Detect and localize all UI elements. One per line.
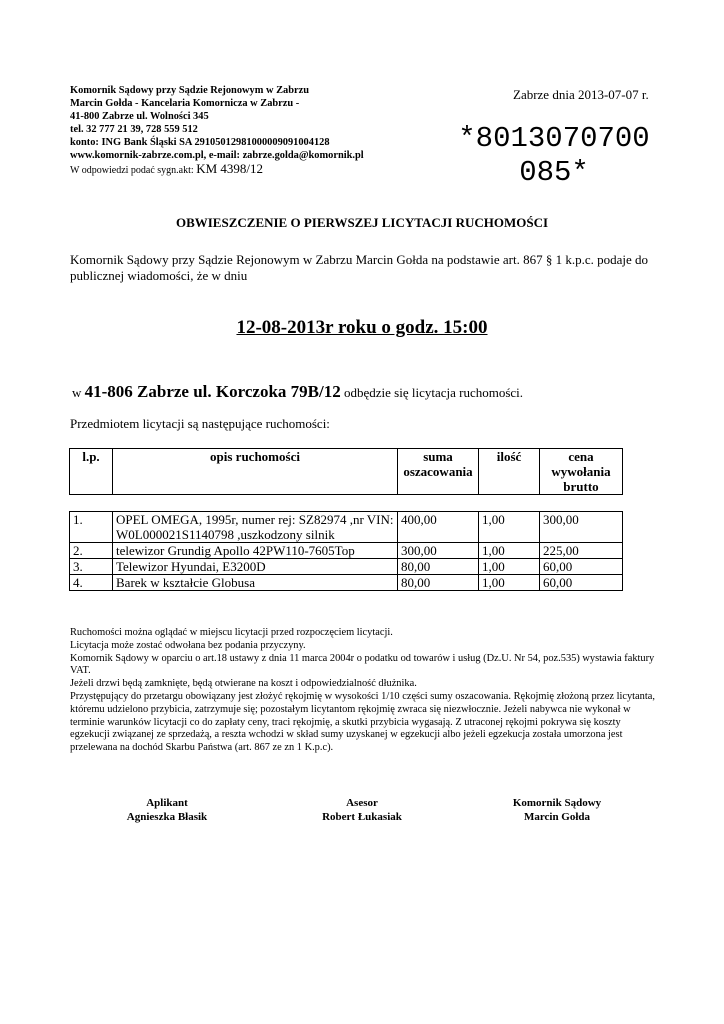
- document-title: OBWIESZCZENIE O PIERWSZEJ LICYTACJI RUCHOMOŚCI: [175, 215, 549, 230]
- signature-name: Agnieszka Błasik: [126, 811, 208, 823]
- cell-price: 225,00: [540, 543, 623, 559]
- intro-paragraph: Komornik Sądowy przy Sądzie Rejonowym w Zabrzu Marcin Gołda na podstawie art. 867 § 1 k.p.c. podaje do publicznej wiadomości, że w dniu: [70, 252, 649, 283]
- document-date: Zabrze dnia 2013-07-07 r.: [513, 87, 649, 102]
- auction-datetime: [0, 317, 724, 339]
- signature-block: [457, 796, 657, 824]
- signature-role: Asesor: [346, 797, 378, 809]
- cell-description: Telewizor Hyundai, E3200D: [113, 559, 398, 575]
- note-line: Komornik Sądowy w oparciu o art.18 ustawy z dnia 11 marca 2004r o podatku od towarów i usług (Dz.U. Nr 54, poz.535) wystawia faktury VAT.: [70, 652, 655, 677]
- cell-value: 300,00: [398, 543, 479, 559]
- header-description: opis ruchomości: [113, 449, 398, 495]
- cell-lp: 1.: [70, 512, 113, 543]
- items-table-header: [69, 448, 623, 495]
- letterhead: [70, 84, 364, 177]
- auction-datetime-text: 12-08-2013r roku o godz. 15:00: [236, 317, 488, 338]
- cell-price: 60,00: [540, 575, 623, 591]
- case-reference-label: W odpowiedzi podać sygn.akt:: [70, 165, 197, 176]
- place-suffix: odbędzie się licytacja ruchomości.: [340, 385, 524, 400]
- letterhead-line: konto: ING Bank Śląski SA 29105012981000009091004128: [70, 137, 330, 148]
- cell-description: OPEL OMEGA, 1995r, numer rej: SZ82974 ,nr VIN: W0L000021S1140798 ,uszkodzony silnik: [113, 512, 398, 543]
- header-lp: l.p.: [70, 449, 113, 495]
- barcode-line: 085*: [519, 156, 589, 189]
- cell-quantity: 1,00: [479, 512, 540, 543]
- table-row: [70, 559, 623, 575]
- case-reference: [70, 162, 364, 177]
- letterhead-line: 41-800 Zabrze ul. Wolności 345: [70, 111, 209, 122]
- signature-role: Aplikant: [146, 797, 188, 809]
- items-table: [69, 511, 623, 591]
- cell-description: Barek w kształcie Globusa: [113, 575, 398, 591]
- barcode-line: *8013070700: [458, 122, 650, 155]
- note-line: Ruchomości można oglądać w miejscu licytacji przed rozpoczęciem licytacji.: [70, 627, 393, 638]
- cell-value: 400,00: [398, 512, 479, 543]
- signature-name: Robert Łukasiak: [322, 811, 402, 823]
- cell-value: 80,00: [398, 559, 479, 575]
- table-row: [70, 543, 623, 559]
- cell-lp: 3.: [70, 559, 113, 575]
- barcode-number: [454, 122, 654, 190]
- case-number: KM 4398/12: [196, 161, 263, 176]
- cell-price: 300,00: [540, 512, 623, 543]
- place-address: 41-806 Zabrze ul. Korczoka 79B/12: [84, 382, 341, 401]
- cell-quantity: 1,00: [479, 559, 540, 575]
- signature-role: Komornik Sądowy: [512, 797, 602, 809]
- signature-block: [262, 796, 462, 824]
- note-line: Przystępujący do przetargu obowiązany jest złożyć rękojmię w wysokości 1/10 części sumy oszacowania. Rękojmię złożoną przez licytanta, któremu udzielono przybicia, zatrzymuje się; pozostałym licytantom rękojmię zwraca się niezwłocznie. Jeżeli nabywca nie wykonał w terminie warunków licytacji co do zapłaty ceny, traci rękojmię, a skutki przybicia wygasają. Z utraconej rękojmi pokrywa się koszty egzekucji związanej ze sprzedażą, a reszta wchodzi w skład sumy uzyskanej w egzekucji albo jeżeli egzekucja została umorzona jest przelewana na dochód Skarbu Państwa (art. 867 ze zn 1 K.p.c).: [70, 690, 655, 754]
- header-price: cena wywołania brutto: [540, 449, 623, 495]
- cell-price: 60,00: [540, 559, 623, 575]
- table-row: [70, 575, 623, 591]
- cell-description: telewizor Grundig Apollo 42PW110-7605Top: [113, 543, 398, 559]
- cell-quantity: 1,00: [479, 543, 540, 559]
- auction-place: [72, 382, 523, 402]
- signature-block: [67, 796, 267, 824]
- place-prefix: w: [72, 385, 85, 400]
- signature-name: Marcin Gołda: [523, 811, 591, 823]
- note-line: Licytacja może zostać odwołana bez podania przyczyny.: [70, 639, 306, 651]
- notes: [70, 627, 660, 755]
- header-quantity: ilość: [479, 449, 540, 495]
- letterhead-line: tel. 32 777 21 39, 728 559 512: [70, 124, 198, 135]
- subject-line: Przedmiotem licytacji są następujące ruchomości:: [70, 416, 330, 431]
- cell-lp: 2.: [70, 543, 113, 559]
- letterhead-line: www.komornik-zabrze.com.pl, e-mail: zabrze.golda@komornik.pl: [70, 150, 364, 161]
- header-value: suma oszacowania: [398, 449, 479, 495]
- cell-lp: 4.: [70, 575, 113, 591]
- note-line: Jeżeli drzwi będą zamknięte, będą otwierane na koszt i odpowiedzialność dłużnika.: [70, 678, 417, 690]
- letterhead-line: Komornik Sądowy przy Sądzie Rejonowym w Zabrzu: [70, 85, 309, 96]
- table-row: [70, 512, 623, 543]
- cell-value: 80,00: [398, 575, 479, 591]
- cell-quantity: 1,00: [479, 575, 540, 591]
- letterhead-line: Marcin Gołda - Kancelaria Komornicza w Zabrzu -: [70, 98, 300, 109]
